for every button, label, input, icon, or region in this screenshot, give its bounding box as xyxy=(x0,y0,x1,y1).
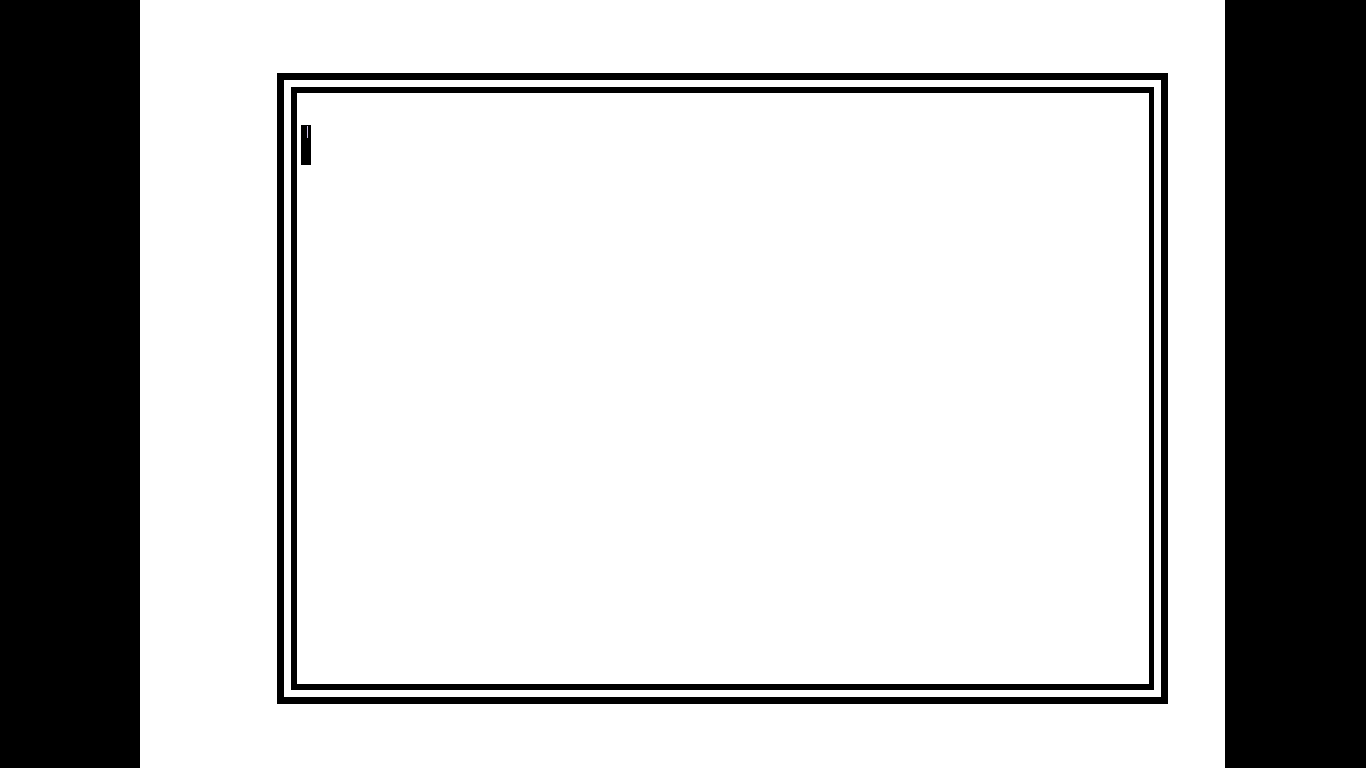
header-achieved xyxy=(308,139,309,165)
document-page xyxy=(297,93,1149,684)
header-percent xyxy=(310,126,311,165)
execution-plan-table xyxy=(301,125,311,165)
